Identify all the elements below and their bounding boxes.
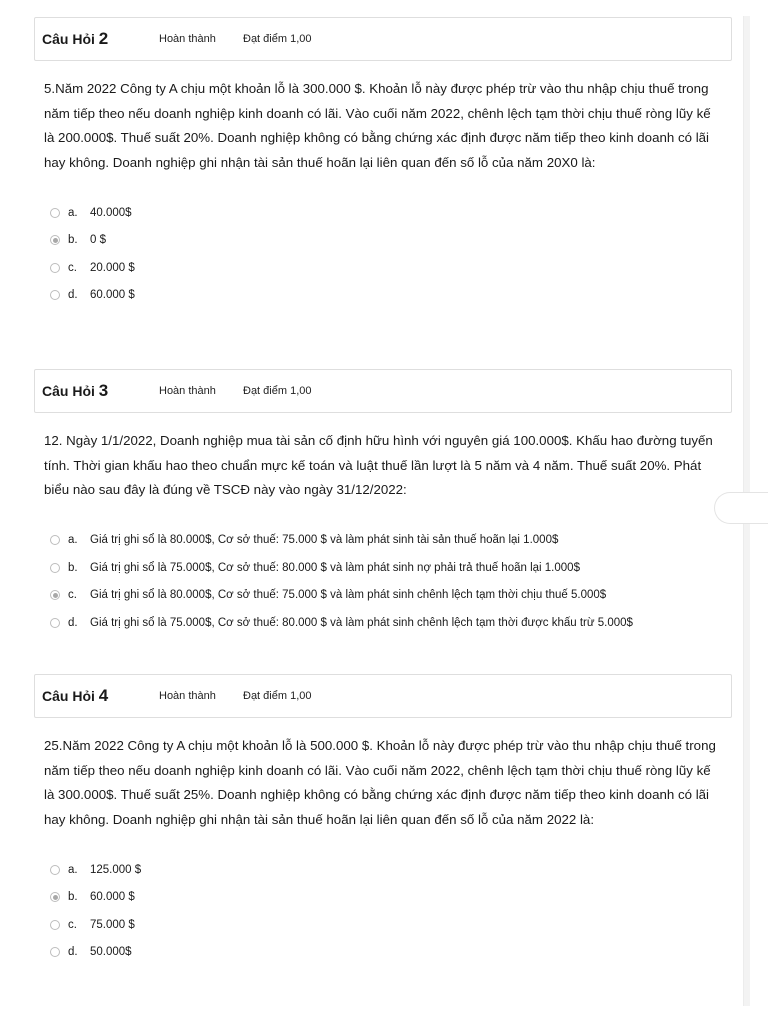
radio-button-selected[interactable] <box>50 235 60 245</box>
answer-text: 20.000 $ <box>90 261 135 274</box>
question-state: Hoàn thành <box>159 33 216 45</box>
answer-option-b[interactable]: b. 0 $ <box>50 227 732 255</box>
radio-button-selected[interactable] <box>50 590 60 600</box>
question-header <box>34 369 732 413</box>
radio-button[interactable] <box>50 920 60 930</box>
answer-text: Giá trị ghi sổ là 80.000$, Cơ sở thuế: 75.000 $ và làm phát sinh tài sản thuế hoãn lại 1.000$ <box>90 534 559 547</box>
question-title: Câu Hỏi 2 <box>42 29 109 48</box>
answer-list <box>50 527 732 637</box>
answer-text: 0 $ <box>90 234 106 247</box>
radio-button[interactable] <box>50 563 60 573</box>
answer-text: Giá trị ghi sổ là 80.000$, Cơ sở thuế: 75.000 $ và làm phát sinh chênh lệch tạm thời chịu thuế 5.000$ <box>90 589 607 602</box>
question-state: Hoàn thành <box>159 690 216 702</box>
answer-text: Giá trị ghi sổ là 75.000$, Cơ sở thuế: 80.000 $ và làm phát sinh nợ phải trả thuế hoãn lại 1.000$ <box>90 561 580 574</box>
answer-option-a[interactable]: a. 125.000 $ <box>50 856 732 884</box>
question-header <box>34 674 732 718</box>
question-grade: Đạt điểm 1,00 <box>243 690 312 702</box>
answer-text: 60.000 $ <box>90 289 135 302</box>
question-3 <box>34 369 732 637</box>
question-grade: Đạt điểm 1,00 <box>243 385 312 397</box>
radio-button[interactable] <box>50 947 60 957</box>
answer-option-d[interactable]: d. 50.000$ <box>50 939 732 967</box>
answer-option-b[interactable]: b. 60.000 $ <box>50 884 732 912</box>
answer-option-c[interactable]: c. Giá trị ghi sổ là 80.000$, Cơ sở thuế: 75.000 $ và làm phát sinh chênh lệch tạm thời chịu thuế 5.000$ <box>50 582 732 610</box>
answer-option-a[interactable]: a. Giá trị ghi sổ là 80.000$, Cơ sở thuế: 75.000 $ và làm phát sinh tài sản thuế hoãn lại 1.000$ <box>50 527 732 555</box>
radio-button[interactable] <box>50 535 60 545</box>
question-title: Câu Hỏi 4 <box>42 686 109 705</box>
question-text: 5.Năm 2022 Công ty A chịu một khoản lỗ là 300.000 $. Khoản lỗ này được phép trừ vào thu nhập chịu thuế trong năm tiếp theo nếu doanh nghiệp kinh doanh có lãi. Vào cuối năm 2022, chênh lệch tạm thời chịu thuế ròng lũy kế là 200.000$. Thuế suất 20%. Doanh nghiệp không có bằng chứng xác định được năm tiếp theo kinh doanh có lãi hay không. Doanh nghiệp ghi nhận tài sản thuế hoãn lại liên quan đến số lỗ của năm 20X0 là: <box>44 81 711 170</box>
answer-text: 40.000$ <box>90 206 132 219</box>
radio-button[interactable] <box>50 263 60 273</box>
radio-button[interactable] <box>50 618 60 628</box>
question-title: Câu Hỏi 3 <box>42 381 109 400</box>
question-number: 2 <box>98 29 109 48</box>
question-grade: Đạt điểm 1,00 <box>243 33 312 45</box>
question-text: 12. Ngày 1/1/2022, Doanh nghiệp mua tài sản cố định hữu hình với nguyên giá 100.000$. Khấu hao đường tuyến tính. Thời gian khấu hao theo chuẩn mực kế toán và luật thuế lần lượt là 5 năm và 4 năm. Thuế suất 20%. Phát biểu nào sau đây là đúng về TSCĐ này vào ngày 31/12/2022: <box>44 433 713 497</box>
radio-button-selected[interactable] <box>50 892 60 902</box>
radio-button[interactable] <box>50 290 60 300</box>
answer-option-c[interactable]: c. 75.000 $ <box>50 911 732 939</box>
radio-button[interactable] <box>50 208 60 218</box>
question-number: 4 <box>98 686 109 705</box>
question-state: Hoàn thành <box>159 385 216 397</box>
answer-list <box>50 856 732 966</box>
answer-option-b[interactable]: b. Giá trị ghi sổ là 75.000$, Cơ sở thuế: 80.000 $ và làm phát sinh nợ phải trả thuế hoãn lại 1.000$ <box>50 554 732 582</box>
answer-text: Giá trị ghi sổ là 75.000$, Cơ sở thuế: 80.000 $ và làm phát sinh chênh lệch tạm thời được khấu trừ 5.000$ <box>90 616 633 629</box>
question-header <box>34 17 732 61</box>
answer-text: 50.000$ <box>90 946 132 959</box>
answer-option-a[interactable]: a. 40.000$ <box>50 199 732 227</box>
answer-option-d[interactable]: d. Giá trị ghi sổ là 75.000$, Cơ sở thuế: 80.000 $ và làm phát sinh chênh lệch tạm thời được khấu trừ 5.000$ <box>50 609 732 637</box>
answer-text: 60.000 $ <box>90 891 135 904</box>
answer-option-c[interactable]: c. 20.000 $ <box>50 254 732 282</box>
question-number: 3 <box>98 381 109 400</box>
question-text: 25.Năm 2022 Công ty A chịu một khoản lỗ là 500.000 $. Khoản lỗ này được phép trừ vào thu nhập chịu thuế trong năm tiếp theo nếu doanh nghiệp kinh doanh có lãi. Vào cuối năm 2022, chênh lệch tạm thời chịu thuế ròng lũy kế là 300.000$. Thuế suất 25%. Doanh nghiệp không có bằng chứng xác định được năm tiếp theo kinh doanh có lãi hay không. Doanh nghiệp ghi nhận tài sản thuế hoãn lại liên quan đến số lỗ của năm 2022 là: <box>44 738 716 827</box>
answer-option-d[interactable]: d. 60.000 $ <box>50 282 732 310</box>
answer-text: 125.000 $ <box>90 863 142 876</box>
answer-text: 75.000 $ <box>90 918 135 931</box>
answer-list <box>50 199 732 309</box>
question-4 <box>34 674 732 966</box>
radio-button[interactable] <box>50 865 60 875</box>
question-2 <box>34 17 732 309</box>
